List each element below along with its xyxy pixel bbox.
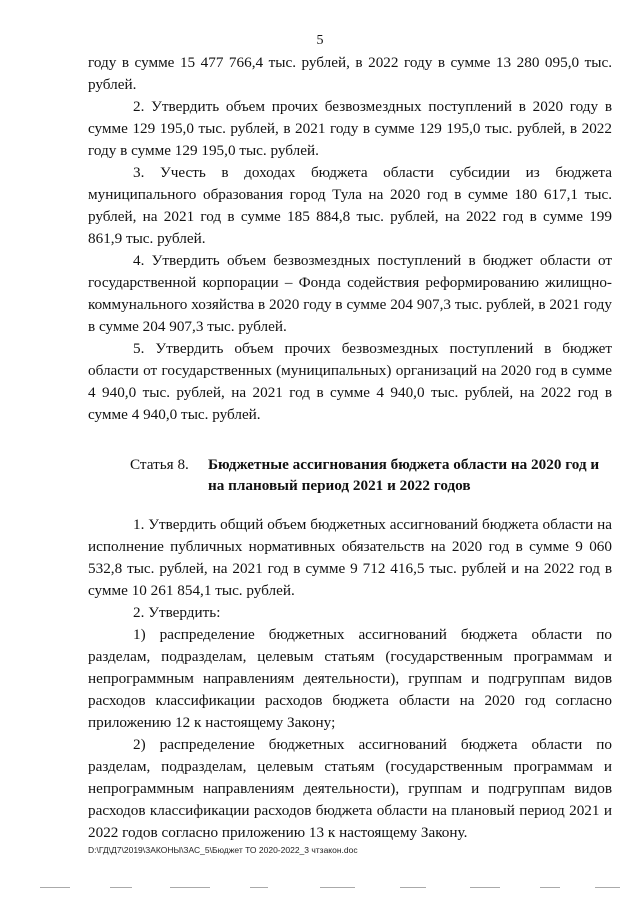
paragraph-item-4: 4. Утвердить объем безвозмездных поступлений в бюджет области от государственной корпорации – Фонда содействия реформированию жилищно-коммунального хозяйства в 2020 году в сумме 204 907,3 тыс. рублей, в 2021 году в сумме 204 907,3 тыс. рублей. [88,252,612,335]
article-paragraph-1: 1. Утвердить общий объем бюджетных ассигнований бюджета области на исполнение публичных нормативных обязательств на 2020 год в сумме 9 060 532,8 тыс. рублей, на 2021 год в сумме 9 712 416,5 тыс. рублей и на 2022 год в сумме 10 261 854,1 тыс. рублей. [88,516,612,599]
paragraph-item-3: 3. Учесть в доходах бюджета области субсидии из бюджета муниципального образования город Тула на 2020 год в сумме 180 617,1 тыс. рублей, на 2021 год в сумме 185 884,8 тыс. рублей, на 2022 год в сумме 199 861,9 тыс. рублей. [88,164,612,247]
article-heading [88,454,612,496]
article-paragraph-2: 2. Утвердить: [133,604,221,621]
article-subitem-2: 2) распределение бюджетных ассигнований бюджета области по разделам, подразделам, целевым статьям (государственным программам и непрограммным направлениям деятельности), группам и подгруппам видов расходов классификации расходов бюджета области на плановый период 2021 и 2022 годов согласно приложению 13 к настоящему Закону. [88,736,612,841]
scan-edge-artifacts [0,887,640,893]
article-subitem-1: 1) распределение бюджетных ассигнований бюджета области по разделам, подразделам, целевым статьям (государственным программам и непрограммным направлениям деятельности), группам и подгруппам видов расходов классификации расходов бюджета области на 2020 год согласно приложению 12 к настоящему Закону; [88,626,612,731]
page-number: 5 [316,33,324,48]
article-title: Бюджетные ассигнования бюджета области на 2020 год и на плановый период 2021 и 2022 годов [208,456,600,494]
paragraph-item-5: 5. Утвердить объем прочих безвозмездных поступлений в бюджет области от государственных (муниципальных) организаций на 2020 год в сумме 4 940,0 тыс. рублей, на 2021 год в сумме 4 940,0 тыс. рублей, на 2022 год в сумме 4 940,0 тыс. рублей. [88,340,612,423]
footer-file-path: D:\ГД\Д7\2019\ЗАКОНЫ\ЗАС_5\Бюджет ТО 2020-2022_3 чтзакон.doc [88,845,358,855]
document-body [88,52,612,844]
article-number: Статья 8. [130,456,189,473]
paragraph-continuation: году в сумме 15 477 766,4 тыс. рублей, в 2022 году в сумме 13 280 095,0 тыс. рублей. [88,54,612,93]
paragraph-item-2: 2. Утвердить объем прочих безвозмездных поступлений в 2020 году в сумме 129 195,0 тыс. рублей, в 2021 году в сумме 129 195,0 тыс. рублей, в 2022 году в сумме 129 195,0 тыс. рублей. [88,98,612,159]
